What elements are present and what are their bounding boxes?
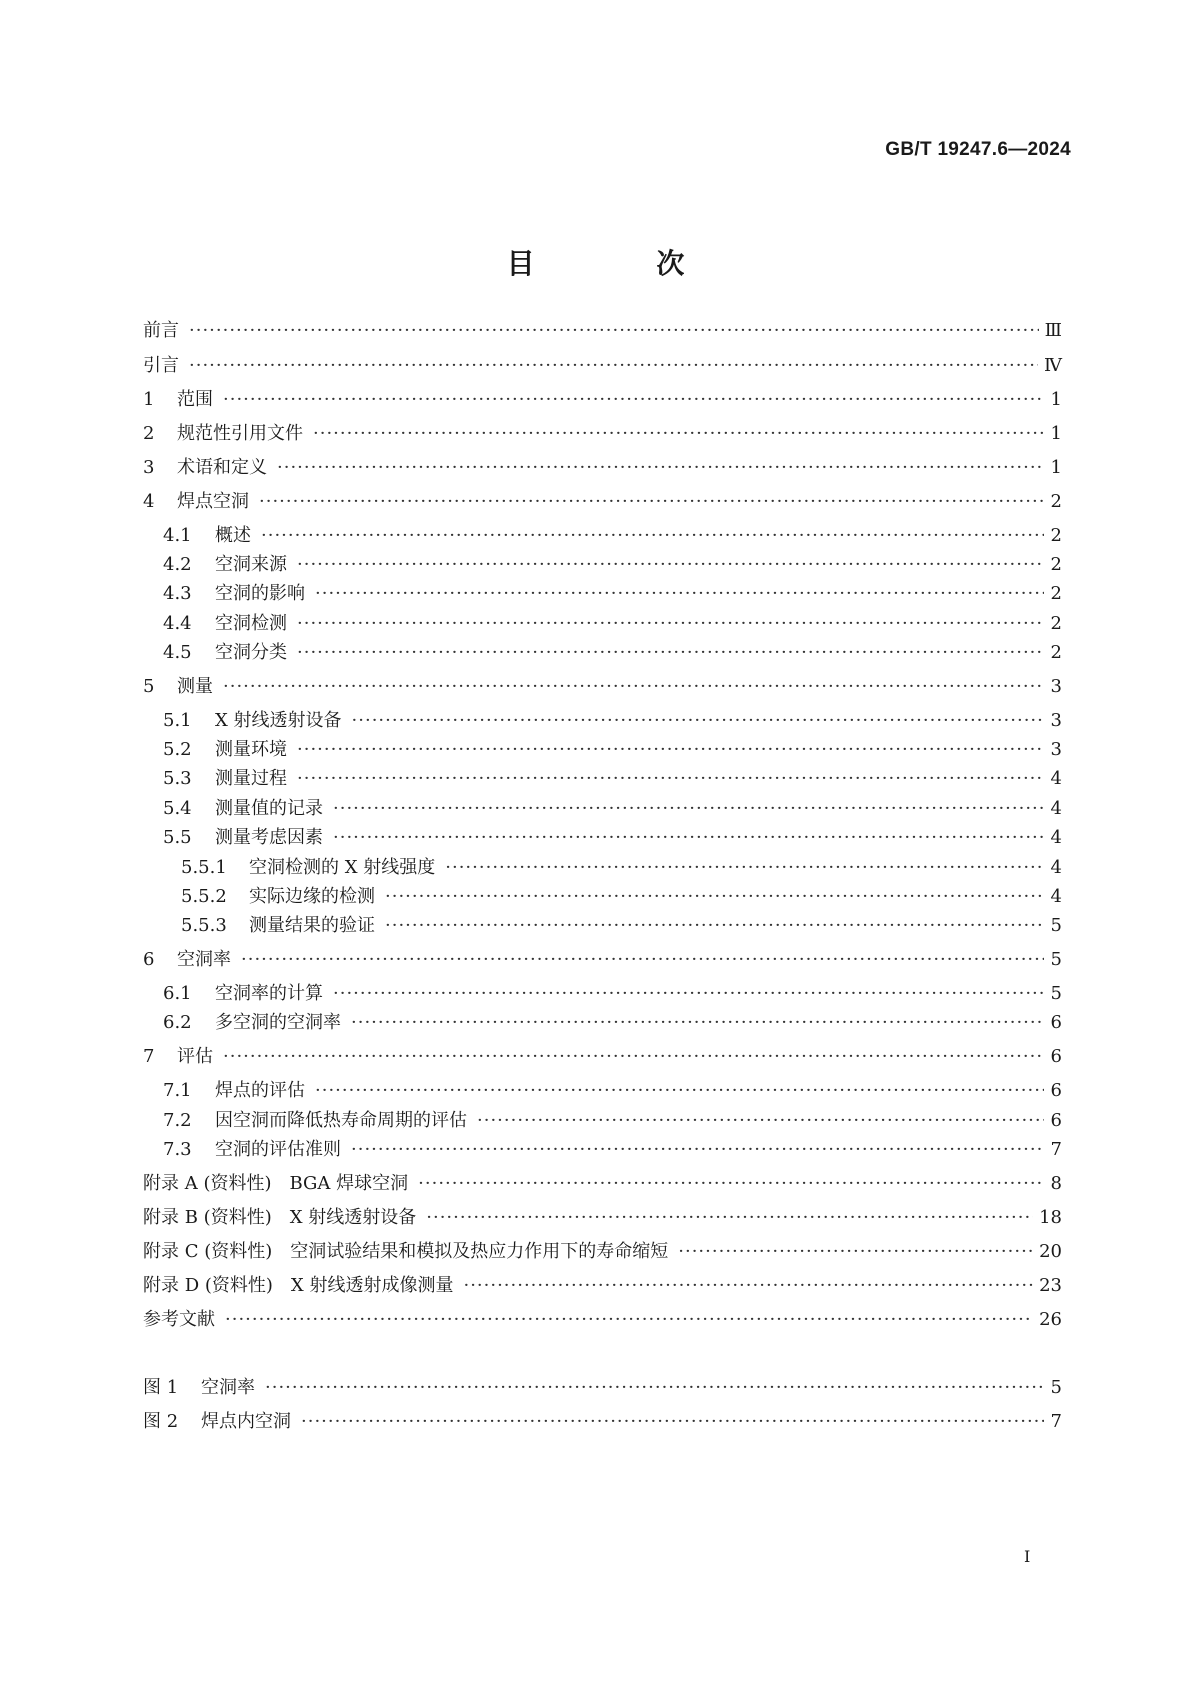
toc-entry-page: 4	[1050, 798, 1062, 819]
toc-entry-number: 6.1	[163, 983, 192, 1004]
toc-entry-number: 5	[143, 676, 155, 697]
toc-entry-page: 1	[1050, 389, 1062, 410]
toc-entry-page: 6	[1050, 1012, 1062, 1033]
toc-entry-page: 6	[1050, 1080, 1062, 1101]
toc-leader-dots	[297, 552, 1044, 578]
toc-leader-dots	[333, 825, 1044, 851]
toc-leader-dots	[297, 611, 1044, 637]
toc-entry-number: 4	[143, 491, 155, 512]
toc-entry-page: 3	[1050, 710, 1062, 731]
toc-entry-title: 测量	[177, 676, 213, 697]
toc-entry[interactable]	[143, 855, 1062, 881]
toc-entry[interactable]	[143, 640, 1062, 666]
toc-entry-title: 引言	[143, 355, 179, 376]
toc-entry[interactable]	[143, 737, 1062, 763]
toc-entry[interactable]	[143, 353, 1062, 379]
toc-entry-number: 4.4	[163, 613, 192, 634]
toc-entry-title: 空洞检测	[215, 613, 287, 634]
toc-leader-dots	[352, 708, 1044, 734]
toc-entry-number: 6	[143, 949, 155, 970]
toc-entry-title: 测量结果的验证	[249, 915, 375, 936]
toc-entry[interactable]	[143, 913, 1062, 939]
toc-entry-number: 5.5	[163, 827, 192, 848]
toc-leader-dots	[313, 421, 1044, 447]
toc-entry-title: 测量值的记录	[215, 798, 323, 819]
toc-entry-title: 空洞分类	[215, 642, 287, 663]
toc-entry[interactable]	[143, 1239, 1062, 1265]
toc-leader-dots	[277, 455, 1044, 481]
toc-leader-dots	[223, 1044, 1044, 1070]
toc-entry-number: 7.2	[163, 1110, 192, 1131]
toc-leader-dots	[351, 1137, 1044, 1163]
toc-entry-title: 术语和定义	[177, 457, 267, 478]
toc-entry-title: 测量考虑因素	[215, 827, 323, 848]
toc-entry-title: 评估	[177, 1046, 213, 1067]
toc-entry-number: 2	[143, 423, 155, 444]
toc-leader-dots	[477, 1108, 1044, 1134]
toc-entry-number: 5.3	[163, 768, 192, 789]
toc-leader-dots	[445, 855, 1044, 881]
toc-entry[interactable]	[143, 318, 1062, 344]
toc-leader-dots	[223, 674, 1044, 700]
toc-entry-number: 6.2	[163, 1012, 192, 1033]
toc-entry[interactable]	[143, 825, 1062, 851]
toc-entry[interactable]	[143, 1205, 1062, 1231]
toc-entry-title: 参考文献	[143, 1309, 215, 1330]
toc-entry-number: 5.5.1	[181, 857, 227, 878]
toc-leader-dots	[333, 796, 1044, 822]
figure-entry[interactable]	[143, 1409, 1062, 1435]
toc-entry-number: 7.3	[163, 1139, 192, 1160]
toc-entry-page: 1	[1050, 423, 1062, 444]
toc-entry[interactable]	[143, 387, 1062, 413]
toc-entry[interactable]	[143, 1044, 1062, 1070]
toc-entry-title: 附录 A (资料性) BGA 焊球空洞	[143, 1173, 409, 1194]
page-number: I	[1024, 1547, 1031, 1566]
toc-entry-number: 7.1	[163, 1080, 192, 1101]
toc-entry-page: 20	[1039, 1241, 1062, 1262]
toc-entry[interactable]	[143, 796, 1062, 822]
toc-entry-page: 2	[1050, 642, 1062, 663]
toc-entry-number: 4.1	[163, 525, 192, 546]
toc-leader-dots	[297, 640, 1044, 666]
toc-entry-page: 26	[1039, 1309, 1062, 1330]
toc-entry[interactable]	[143, 523, 1062, 549]
toc-entry-number: 4.5	[163, 642, 192, 663]
toc-entry-title: 空洞率的计算	[215, 983, 323, 1004]
toc-entry-number: 5.2	[163, 739, 192, 760]
toc-entry[interactable]	[143, 947, 1062, 973]
toc-entry-page: Ⅳ	[1044, 355, 1062, 376]
toc-leader-dots	[463, 1273, 1033, 1299]
toc-entry-title: 空洞率	[177, 949, 231, 970]
toc-entry-title: 规范性引用文件	[177, 423, 303, 444]
toc-entry-title: 空洞来源	[215, 554, 287, 575]
toc-leader-dots	[418, 1171, 1044, 1197]
figure-entry-number: 图 1	[143, 1377, 179, 1398]
toc-entry[interactable]	[143, 1010, 1062, 1036]
toc-entry-number: 5.5.3	[181, 915, 227, 936]
toc-entry-title: 测量过程	[215, 768, 287, 789]
toc-entry[interactable]	[143, 1273, 1062, 1299]
toc-entry-page: 2	[1050, 583, 1062, 604]
toc-entry[interactable]	[143, 1171, 1062, 1197]
toc-entry-title: 附录 C (资料性) 空洞试验结果和模拟及热应力作用下的寿命缩短	[143, 1241, 669, 1262]
toc-entry[interactable]	[143, 421, 1062, 447]
toc-entry-title: 概述	[215, 525, 251, 546]
toc-entry-page: 5	[1050, 949, 1062, 970]
toc-entry-page: 4	[1050, 857, 1062, 878]
figure-entry-number: 图 2	[143, 1411, 179, 1432]
toc-entry-number: 4.3	[163, 583, 192, 604]
page-title: 目 次	[506, 247, 741, 280]
toc-entry-number: 1	[143, 389, 155, 410]
toc-entry-title: 空洞的评估准则	[215, 1139, 341, 1160]
toc-entry-page: 7	[1050, 1139, 1062, 1160]
toc-entry-page: 1	[1050, 457, 1062, 478]
toc-entry[interactable]	[143, 1137, 1062, 1163]
toc-entry-number: 7	[143, 1046, 155, 1067]
toc-entry[interactable]	[143, 708, 1062, 734]
toc-entry-page: 23	[1039, 1275, 1062, 1296]
toc-entry-number: 4.2	[163, 554, 192, 575]
figure-leader-dots	[265, 1375, 1044, 1401]
toc-entry-page: 2	[1050, 525, 1062, 546]
toc-leader-dots	[225, 1307, 1033, 1333]
toc-entry-page: 2	[1050, 554, 1062, 575]
toc-leader-dots	[261, 523, 1044, 549]
toc-entry-title: 前言	[143, 320, 179, 341]
toc-entry-title: 焊点空洞	[177, 491, 249, 512]
toc-leader-dots	[678, 1239, 1033, 1265]
toc-entry-page: 5	[1050, 915, 1062, 936]
toc-leader-dots	[351, 1010, 1044, 1036]
toc-entry-page: 4	[1050, 827, 1062, 848]
toc-leader-dots	[241, 947, 1044, 973]
figure-entry-title: 空洞率	[201, 1377, 255, 1398]
toc-leader-dots	[189, 353, 1038, 379]
toc-leader-dots	[189, 318, 1039, 344]
toc-entry-number: 5.5.2	[181, 886, 227, 907]
toc-entry-page: 8	[1050, 1173, 1062, 1194]
figure-entry-page: 7	[1050, 1411, 1062, 1432]
toc-entry[interactable]	[143, 581, 1062, 607]
figure-entry-title: 焊点内空洞	[201, 1411, 291, 1432]
toc-entry-page: 4	[1050, 886, 1062, 907]
toc-leader-dots	[333, 981, 1044, 1007]
toc-entry-title: 焊点的评估	[215, 1080, 305, 1101]
toc-entry[interactable]	[143, 552, 1062, 578]
toc-entry-title: 范围	[177, 389, 213, 410]
toc-entry-page: 6	[1050, 1046, 1062, 1067]
toc-entry-page: Ⅲ	[1044, 320, 1062, 341]
toc-leader-dots	[315, 581, 1044, 607]
toc-entry-page: 2	[1050, 491, 1062, 512]
toc-entry-page: 6	[1050, 1110, 1062, 1131]
toc-entry-page: 5	[1050, 983, 1062, 1004]
toc-entry[interactable]	[143, 455, 1062, 481]
toc-entry[interactable]	[143, 1108, 1062, 1134]
figure-entry-page: 5	[1050, 1377, 1062, 1398]
toc-entry[interactable]	[143, 611, 1062, 637]
toc-entry-page: 4	[1050, 768, 1062, 789]
toc-leader-dots	[297, 766, 1044, 792]
toc-entry-title: 测量环境	[215, 739, 287, 760]
toc-entry-title: 附录 D (资料性) X 射线透射成像测量	[143, 1275, 454, 1296]
toc-entry[interactable]	[143, 766, 1062, 792]
toc-leader-dots	[315, 1078, 1044, 1104]
toc-entry-page: 2	[1050, 613, 1062, 634]
toc-entry-title: 多空洞的空洞率	[215, 1012, 341, 1033]
toc-entry[interactable]	[143, 884, 1062, 910]
toc-leader-dots	[297, 737, 1044, 763]
toc-entry-title: 空洞检测的 X 射线强度	[249, 857, 436, 878]
toc-entry-number: 3	[143, 457, 155, 478]
toc-entry[interactable]	[143, 1078, 1062, 1104]
toc-entry-number: 5.4	[163, 798, 192, 819]
toc-entry[interactable]	[143, 674, 1062, 700]
toc-entry-title: 实际边缘的检测	[249, 886, 375, 907]
toc-leader-dots	[426, 1205, 1033, 1231]
toc-leader-dots	[223, 387, 1044, 413]
toc-entry-page: 18	[1039, 1207, 1062, 1228]
toc-entry-title: 空洞的影响	[215, 583, 305, 604]
toc-entry[interactable]	[143, 1307, 1062, 1333]
toc-entry[interactable]	[143, 981, 1062, 1007]
toc-entry-title: X 射线透射设备	[215, 710, 342, 731]
toc-entry-number: 5.1	[163, 710, 192, 731]
toc-entry[interactable]	[143, 489, 1062, 515]
toc-entry-title: 因空洞而降低热寿命周期的评估	[215, 1110, 467, 1131]
toc-entry-title: 附录 B (资料性) X 射线透射设备	[143, 1207, 417, 1228]
toc-leader-dots	[385, 913, 1044, 939]
toc-entry-page: 3	[1050, 739, 1062, 760]
figure-leader-dots	[301, 1409, 1044, 1435]
toc-entry-page: 3	[1050, 676, 1062, 697]
doc-code: GB/T 19247.6—2024	[885, 139, 1071, 160]
toc-leader-dots	[385, 884, 1044, 910]
toc-leader-dots	[259, 489, 1044, 515]
figure-entry[interactable]	[143, 1375, 1062, 1401]
